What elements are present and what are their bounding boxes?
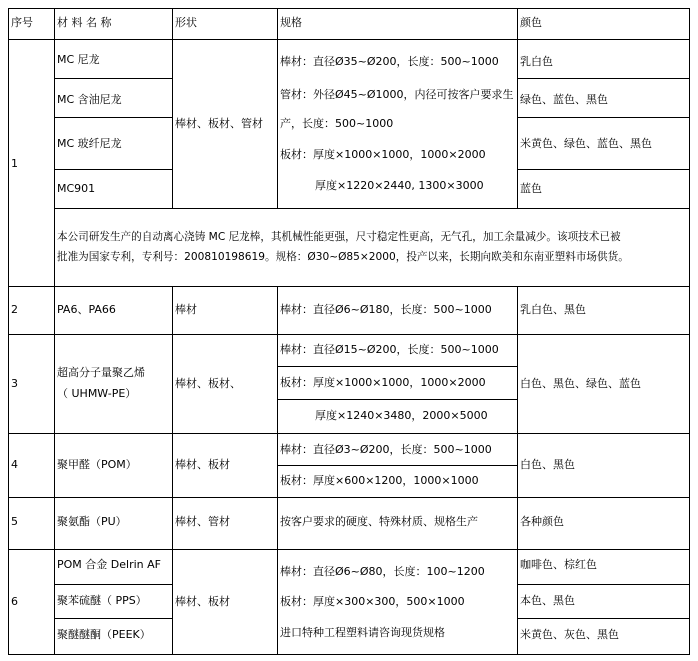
- row2-material: PA6、PA66: [57, 303, 116, 316]
- row6-material-3: 聚醚醚酮（PEEK）: [57, 628, 151, 641]
- row1-spec-plate-2: 厚度×1220×2440, 1300×3000: [315, 179, 484, 192]
- row6-index: 6: [11, 595, 18, 608]
- row1-shape: 棒材、板材、管材: [175, 117, 263, 130]
- header-shape: 形状: [175, 16, 197, 29]
- row1-material-3: MC 玻纤尼龙: [57, 137, 122, 150]
- row2-index: 2: [11, 303, 18, 316]
- row5-material: 聚氨酯（PU）: [57, 515, 127, 528]
- header-color: 颜色: [520, 16, 542, 29]
- row4-spec-plate: 板材：厚度×600×1200，1000×1000: [280, 474, 479, 487]
- row4-color: 白色、黑色: [520, 458, 575, 471]
- row1-color-1: 乳白色: [520, 55, 553, 68]
- row1-color-4: 蓝色: [520, 182, 542, 195]
- row6-spec-import: 进口特种工程塑料请咨询现货规格: [280, 626, 445, 639]
- row1-spec-rod: 棒材：直径Ø35~Ø200，长度：500~1000: [280, 55, 499, 68]
- row5-index: 5: [11, 515, 18, 528]
- row1-spec-tube-1: 管材：外径Ø45~Ø1000，内径可按客户要求生: [280, 88, 514, 101]
- row3-shape: 棒材、板材、: [175, 377, 241, 390]
- row3-spec-plate-1: 板材：厚度×1000×1000，1000×2000: [280, 376, 486, 389]
- row6-color-3: 米黄色、灰色、黑色: [520, 628, 619, 641]
- row6-material-1: POM 合金 Delrin AF: [57, 558, 161, 571]
- row2-color: 乳白色、黑色: [520, 303, 586, 316]
- row1-color-3: 米黄色、绿色、蓝色、黑色: [520, 137, 652, 150]
- header-material: 材 料 名 称: [57, 16, 112, 29]
- row6-shape: 棒材、板材: [175, 595, 230, 608]
- row3-color: 白色、黑色、绿色、蓝色: [520, 377, 641, 390]
- row2-shape: 棒材: [175, 303, 197, 316]
- row1-material-4: MC901: [57, 182, 96, 195]
- row1-note-line2: 批准为国家专利，专利号：200810198619。规格：Ø30~Ø85×2000，投产以来，长期向欧美和东南亚塑料市场供货。: [57, 251, 629, 263]
- header-spec: 规格: [280, 16, 302, 29]
- row3-spec-rod: 棒材：直径Ø15~Ø200，长度：500~1000: [280, 343, 499, 356]
- row5-spec: 按客户要求的硬度、特殊材质、规格生产: [280, 515, 478, 528]
- row2-spec: 棒材：直径Ø6~Ø180，长度：500~1000: [280, 303, 492, 316]
- row1-note-line1: 本公司研发生产的自动离心浇铸 MC 尼龙棒，其机械性能更强，尺寸稳定性更高，无气孔，加工余量减少。该项技术已被: [57, 231, 621, 243]
- row3-spec-plate-2: 厚度×1240×3480，2000×5000: [315, 409, 488, 422]
- row4-spec-rod: 棒材：直径Ø3~Ø200，长度：500~1000: [280, 443, 492, 456]
- row6-material-2: 聚苯硫醚（ PPS）: [57, 594, 147, 607]
- row6-spec-plate: 板材：厚度×300×300，500×1000: [280, 595, 465, 608]
- row3-index: 3: [11, 377, 18, 390]
- row5-shape: 棒材、管材: [175, 515, 230, 528]
- row1-material-1: MC 尼龙: [57, 53, 100, 66]
- row5-color: 各种颜色: [520, 515, 564, 528]
- row1-index: 1: [11, 157, 18, 170]
- row3-material-2: （ UHMW-PE）: [57, 387, 137, 400]
- row6-color-1: 咖啡色、棕红色: [520, 558, 597, 571]
- row1-color-2: 绿色、蓝色、黑色: [520, 93, 608, 106]
- row6-color-2: 本色、黑色: [520, 594, 575, 607]
- row4-material: 聚甲醛（POM）: [57, 458, 137, 471]
- row1-spec-plate-1: 板材：厚度×1000×1000，1000×2000: [280, 148, 486, 161]
- row1-material-2: MC 含油尼龙: [57, 93, 122, 106]
- row4-index: 4: [11, 458, 18, 471]
- row4-shape: 棒材、板材: [175, 458, 230, 471]
- row1-spec-tube-2: 产，长度：500~1000: [280, 117, 394, 130]
- header-index: 序号: [11, 16, 33, 29]
- row6-spec-rod: 棒材：直径Ø6~Ø80，长度：100~1200: [280, 565, 485, 578]
- row3-material-1: 超高分子量聚乙烯: [57, 366, 145, 379]
